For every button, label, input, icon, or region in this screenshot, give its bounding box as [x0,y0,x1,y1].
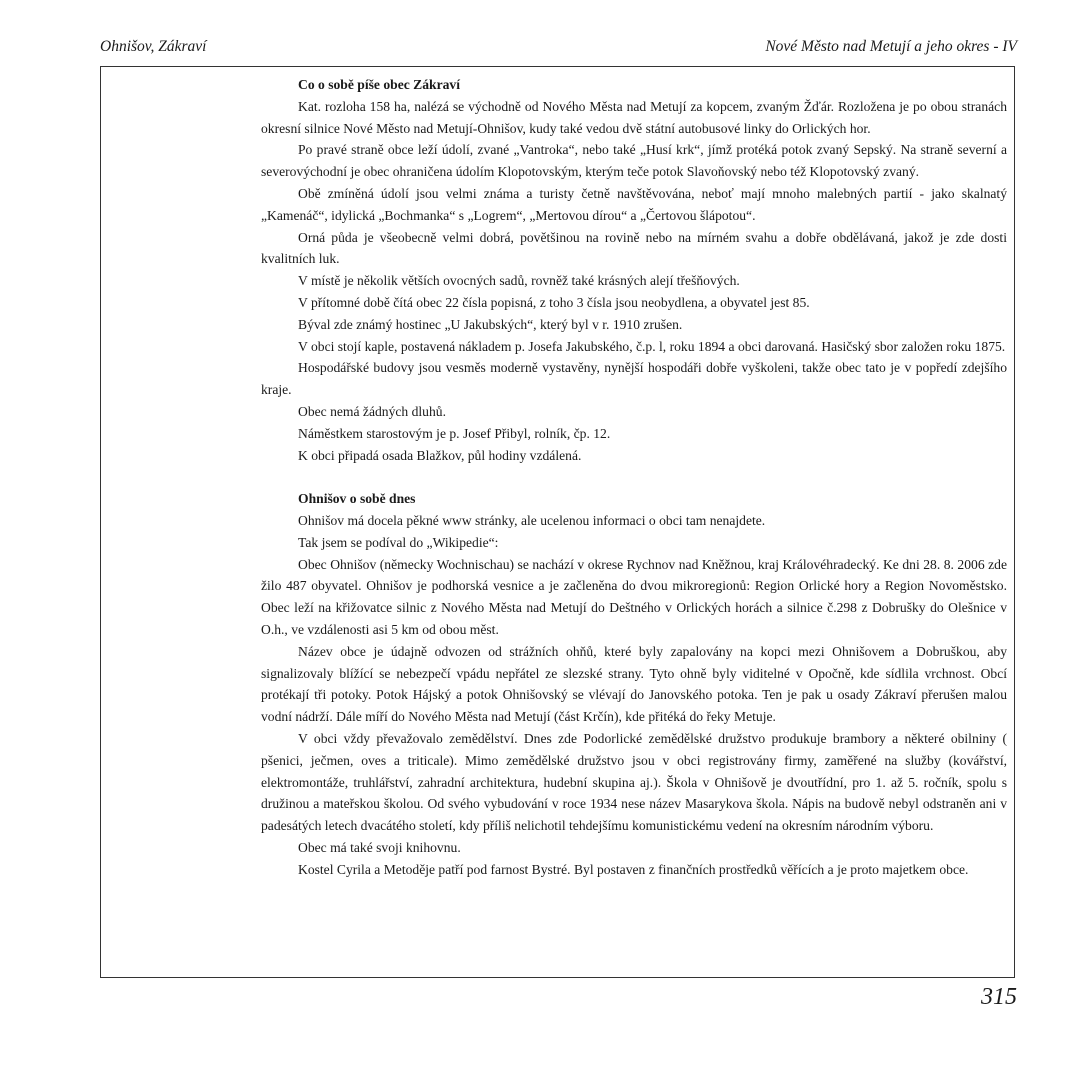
paragraph: V přítomné době čítá obec 22 čísla popisná, z toho 3 čísla jsou neobydlena, a obyvatel jest 85. [298,294,810,310]
paragraph: Orná půda je všeobecně velmi dobrá, povětšinou na rovině nebo na mírném svahu a dobře obdělávaná, jakož je zde dosti kvalitních luk. [261,229,1007,267]
section-gap [261,466,1007,488]
paragraph: V obci vždy převažovalo zemědělství. Dnes zde Podorlické zemědělské družstvo produkuje brambory a některé obilniny ( pšenici, ječmen, oves a triticale). Mimo zemědělské družstvo jsou v obci registrovány firmy, zaměřené na služby (kovářství, elektromontáže, truhlářství, zahradní architektura, hudební skupina aj.). Škola v Ohnišově je dvoutřídní, pro 1. až 5. ročník, spolu s družinou a mateřskou školou. Od svého vybudování v roce 1934 nese název Masarykova škola. Nápis na budově nebyl odstraněn ani v padesátých letech dvacátého století, kdy příliš nelichotil tehdejšímu komunistickému vedení na okresním národním výboru. [261,730,1007,834]
paragraph: Kostel Cyrila a Metoděje patří pod farnost Bystré. Byl postaven z finančních prostředků věřících a je proto majetkem obce. [298,861,969,877]
paragraph: V místě je několik větších ovocných sadů, rovněž také krásných alejí třešňových. [298,273,740,289]
body-text [261,74,1007,880]
running-head [100,38,1017,60]
paragraph: Tak jsem se podíval do „Wikipedie“: [298,534,499,550]
section-heading-ohnisov: Ohnišov o sobě dnes [298,491,416,507]
page-number: 315 [981,984,1017,1010]
paragraph: Náměstkem starostovým je p. Josef Přibyl, rolník, čp. 12. [298,425,611,441]
paragraph: V obci stojí kaple, postavená nákladem p. Josefa Jakubského, č.p. l, roku 1894 a obci darovaná. Hasičský sbor založen roku 1875. [298,338,1006,354]
paragraph: Název obce je údajně odvozen od strážních ohňů, které byly zapalovány na kopci mezi Ohnišovem a Dobruškou, aby signalizovaly blížící se nebezpečí vpádu nepřátel ze slezské strany. Tyto ohně byly viditelné v Opočně, kde sídlila vrchnost. Obcí protékají tři potoky. Potok Hájský a potok Ohnišovský se vlévají do Janovského potoka. Ten je pak u osady Zákraví přerušen malou vodní nádrží. Dále míří do Nového Města nad Metují (část Krčín), kde přitéká do řeky Metuje. [261,643,1007,725]
paragraph: Obec Ohnišov (německy Wochnischau) se nachází v okrese Rychnov nad Kněžnou, kraj Královéhradecký. Ke dni 28. 8. 2006 zde žilo 487 obyvatel. Ohnišov je podhorská vesnice a je začleněna do dvou mikroregionů: Region Orlické hory a Region Novoměstsko. Obec leží na křižovatce silnic z Nového Města nad Metují do Deštného v Orlických horách a silnice č.298 z Dobrušky do Olešnice v O.h., ve vzdálenosti asi 5 km od obou měst. [261,556,1007,637]
paragraph: Obec nemá žádných dluhů. [298,403,446,419]
paragraph: K obci připadá osada Blažkov, půl hodiny vzdálená. [298,447,582,463]
section-heading-zakravi: Co o sobě píše obec Zákraví [298,77,460,92]
paragraph: Po pravé straně obce leží údolí, zvané „Vantroka“, nebo také „Husí krk“, jímž protéká potok zvaný Sepský. Na straně severní a severovýchodní je obec ohraničena údolím Klopotovským, kterým teče potok Slavoňovský nebo též Klopotovský zvaný. [261,142,1007,180]
paragraph: Kat. rozloha 158 ha, nalézá se východně od Nového Města nad Metují za kopcem, zvaným Žďár. Rozložena je po obou stranách okresní silnice Nové Město nad Metují-Ohnišov, kudy také vedou dvě státní autobusové linky do Orlických hor. [261,98,1007,136]
paragraph: Hospodářské budovy jsou vesměs moderně vystavěny, nynější hospodáři dobře vyškoleni, takže obec tato je v popředí zdejšího kraje. [261,360,1007,398]
paragraph: Obec má také svoji knihovnu. [298,839,461,855]
running-head-right: Nové Město nad Metují a jeho okres - IV [765,38,1017,55]
paragraph: Ohnišov má docela pěkné www stránky, ale ucelenou informaci o obci tam nenajdete. [298,512,766,528]
paragraph: Býval zde známý hostinec „U Jakubských“, který byl v r. 1910 zrušen. [298,316,683,332]
running-head-left: Ohnišov, Zákraví [100,38,207,55]
paragraph: Obě zmíněná údolí jsou velmi známa a turisty četně navštěvována, neboť mají mnoho malebných partií - jako skalnatý „Kamenáč“, idylická „Bochmanka“ s „Logrem“, „Mertovou dírou“ a „Čertovou šlápotou“. [261,185,1007,223]
